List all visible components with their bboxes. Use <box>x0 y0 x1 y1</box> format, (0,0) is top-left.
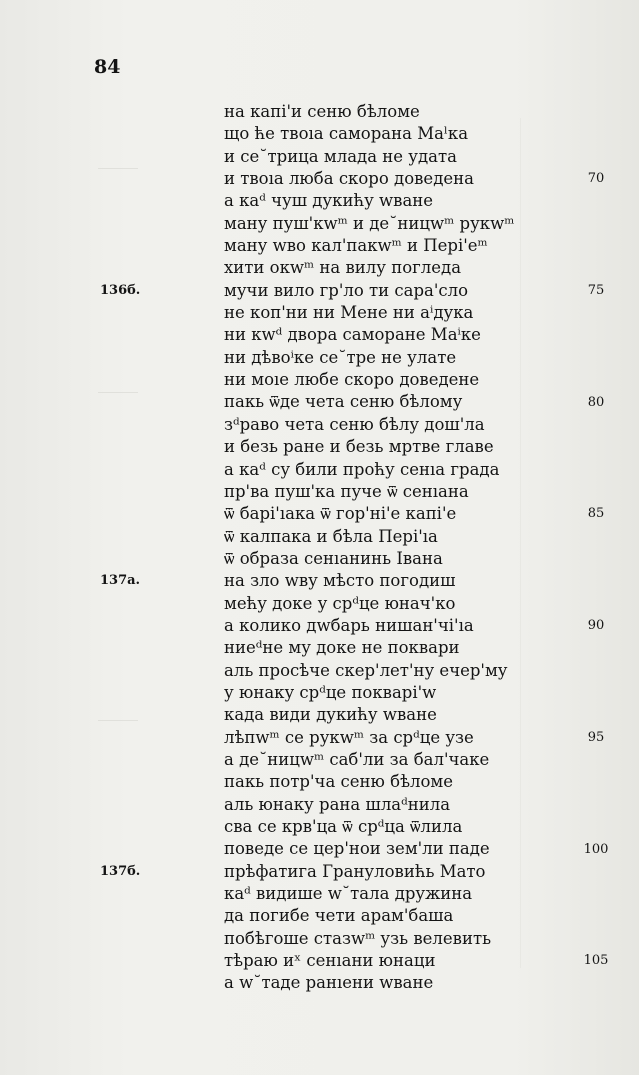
line-number: 100 <box>583 841 609 857</box>
verse-line: мећу доке у срᵈце юнач'ко <box>224 593 456 613</box>
verse-line: пакь потр'ча сеню бѣломе <box>224 772 454 792</box>
verse-line: на капі'и сеню бѣломе <box>224 102 420 121</box>
bleed-through-artifact <box>520 118 581 968</box>
verse-line: а w˘таде ранıени wване <box>224 973 434 993</box>
verse-line: сва се крв'ца ѿ срᵈца ѿлила <box>224 817 463 836</box>
line-number: 90 <box>587 618 605 634</box>
bleed-through-artifact <box>98 168 138 179</box>
verse-line: ѿ калпака и бѣла Пері'ıа <box>224 526 438 546</box>
verse-line: прѣфатига Грануловићь Мато <box>224 861 486 881</box>
line-number: 70 <box>587 171 605 187</box>
verse-line: на зло wву мѣсто погодиш <box>224 571 456 591</box>
verse-line: аль просѣче скер'лет'ну ечер'му <box>224 660 508 680</box>
bleed-through-artifact <box>98 392 138 403</box>
line-number: 95 <box>587 729 605 745</box>
line-number: 85 <box>587 506 605 522</box>
verse-line: ѿ образа сенıанинь Івана <box>224 548 443 568</box>
verse-line: да погибе чети арам'баша <box>224 906 454 926</box>
verse-line: аль юнаку рана шлаᵈнила <box>224 794 451 814</box>
verse-line: лѣпwᵐ се рукwᵐ за срᵈце узе <box>224 727 474 747</box>
verse-line: що ће твоıа саморана Маˡка <box>224 124 469 144</box>
line-number: 80 <box>587 394 605 410</box>
verse-line: не коп'ни ни Мене ни аⁱдука <box>224 303 474 323</box>
folio-mark: 136б. <box>100 282 141 298</box>
verse-line: и твоıа люба скоро доведена <box>224 169 474 189</box>
verse-line: и се˘трица млада не удата <box>224 146 457 166</box>
verse-line: поведе се цер'нои зем'ли паде <box>224 839 490 859</box>
verse-line: ману wво кал'пакwᵐ и Пері'еᵐ <box>224 236 488 256</box>
verse-line: ниеᵈне му доке не поквари <box>224 638 460 658</box>
verse-line: ѿ барі'ıака ѿ гор'ні'е капі'е <box>224 504 457 524</box>
verse-line: пр'ва пуш'ка пуче ѿ сенıана <box>224 481 469 501</box>
verse-line: тѣраю иˣ сенıани юнаци <box>224 951 436 971</box>
verse-line: у юнаку срᵈце покварі'w <box>224 682 437 702</box>
line-number: 75 <box>587 282 605 298</box>
verse-line: хити окwᵐ на вилу погледа <box>224 258 462 278</box>
verse-line: ни дѣвоⁱке се˘тре не улате <box>224 347 457 367</box>
verse-block <box>224 101 524 995</box>
verse-line: када види дукићу wване <box>224 705 437 725</box>
verse-line: пакь ѿде чета сеню бѣлому <box>224 392 463 412</box>
verse-line: ману пуш'кwᵐ и де˘ницwᵐ рукwᵐ <box>224 213 515 233</box>
verse-line: а де˘ницwᵐ саб'ли за бал'чаке <box>224 749 490 769</box>
verse-line: ни кwᵈ двора саморане Маⁱке <box>224 325 481 345</box>
verse-line: каᵈ видише w˘тала дружина <box>224 884 473 904</box>
verse-line: ни моıе любе скоро доведене <box>224 370 480 390</box>
bleed-through-artifact <box>98 720 138 731</box>
verse-line: а каᵈ су били проћу сенıа града <box>224 459 500 479</box>
verse-line: а каᵈ чуш дукићу wване <box>224 191 434 211</box>
verse-line: зᵈраво чета сеню бѣлу дош'ла <box>224 414 485 434</box>
verse-line: мучи вило гр'ло ти сара'сло <box>224 280 469 300</box>
verse-line: а колико дwбарь нишан'чі'ıа <box>224 615 474 635</box>
line-number: 105 <box>583 953 609 969</box>
folio-mark: 137б. <box>100 863 141 879</box>
page-number: 84 <box>94 56 121 78</box>
verse-line: и безь ране и безь мртве главе <box>224 437 494 457</box>
verse-line: побѣгоше стазwᵐ узь велевить <box>224 928 492 948</box>
folio-mark: 137а. <box>100 573 141 589</box>
